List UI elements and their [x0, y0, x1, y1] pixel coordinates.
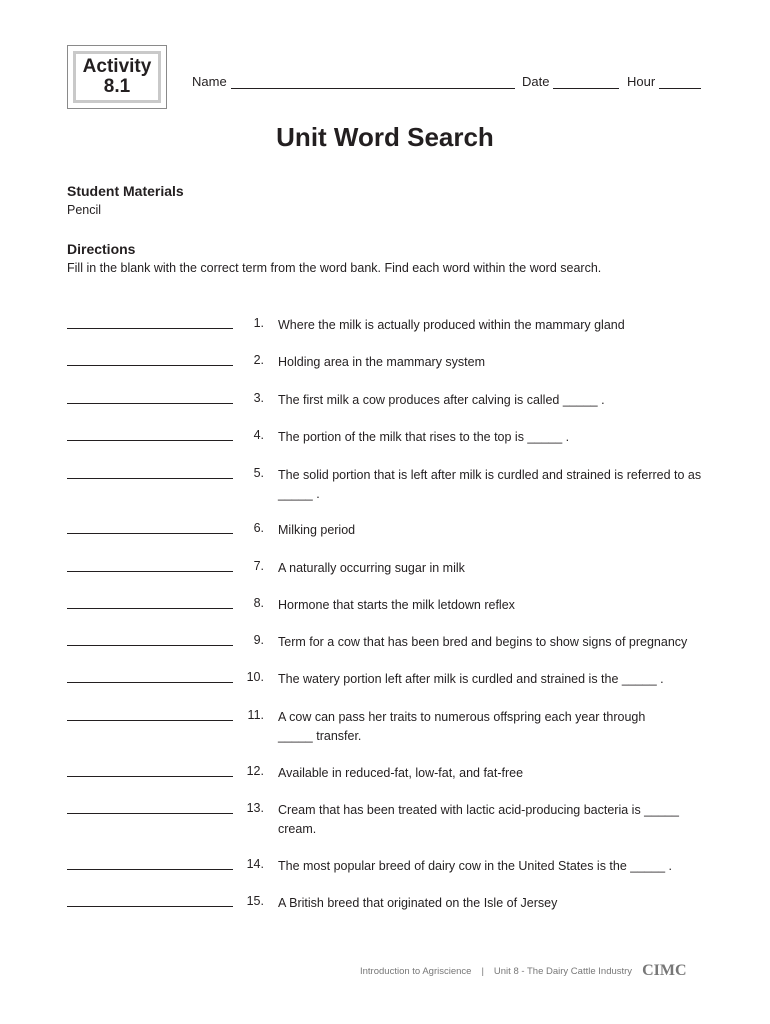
question-number: 14.	[246, 857, 264, 871]
question-text: The most popular breed of dairy cow in the United States is the _____ .	[278, 859, 672, 873]
answer-blank[interactable]	[67, 682, 233, 683]
question-text: Where the milk is actually produced within the mammary gland	[278, 318, 625, 332]
date-label: Date	[522, 74, 550, 89]
footer-course: Introduction to Agriscience	[360, 965, 472, 977]
answer-blank[interactable]	[67, 608, 233, 609]
answer-blank[interactable]	[67, 533, 233, 534]
question-text: Milking period	[278, 523, 356, 537]
question-number: 3.	[253, 391, 264, 405]
question-number: 7.	[253, 559, 264, 573]
answer-blank[interactable]	[67, 478, 233, 479]
answer-blank[interactable]	[67, 813, 233, 814]
name-field	[192, 74, 515, 89]
answer-blank[interactable]	[67, 720, 233, 721]
directions-text: Fill in the blank with the correct term from the word bank. Find each word within the word search.	[67, 261, 602, 275]
answer-blank[interactable]	[67, 328, 233, 329]
question-number: 5.	[253, 466, 264, 480]
question-text: Cream that has been treated with lactic acid-producing bacteria is _____ cream.	[278, 803, 679, 836]
hour-field	[627, 74, 701, 89]
question-number: 12.	[246, 764, 264, 778]
question-text: The watery portion left after milk is curdled and strained is the _____ .	[278, 672, 664, 686]
question-number: 4.	[253, 428, 264, 442]
answer-blank[interactable]	[67, 906, 233, 907]
question-text: A naturally occurring sugar in milk	[278, 561, 465, 575]
question-number: 1.	[253, 316, 264, 330]
question-text: Available in reduced-fat, low-fat, and fat-free	[278, 766, 524, 780]
question-number: 6.	[253, 521, 264, 535]
name-line[interactable]	[231, 75, 515, 89]
question-number: 9.	[253, 633, 264, 647]
answer-blank[interactable]	[67, 571, 233, 572]
question-number: 15.	[246, 894, 264, 908]
question-number: 13.	[246, 801, 264, 815]
footer-unit: Unit 8 - The Dairy Cattle Industry	[493, 965, 633, 977]
activity-number: 8.1	[103, 76, 131, 97]
footer-separator: |	[481, 965, 484, 977]
question-number: 11.	[247, 708, 264, 722]
activity-label: Activity	[82, 56, 152, 77]
activity-badge	[67, 45, 167, 109]
page-title: Unit Word Search	[276, 122, 494, 152]
answer-blank[interactable]	[67, 645, 233, 646]
question-text: Holding area in the mammary system	[278, 355, 486, 369]
date-line[interactable]	[553, 75, 619, 89]
answer-blank[interactable]	[67, 776, 233, 777]
question-text: A cow can pass her traits to numerous offspring each year through _____ transfer.	[278, 710, 646, 743]
cimc-logo: CIMC	[642, 962, 687, 979]
answer-blank[interactable]	[67, 403, 233, 404]
question-number: 2.	[253, 353, 264, 367]
question-text: The portion of the milk that rises to the top is _____ .	[278, 430, 570, 444]
materials-text: Pencil	[67, 203, 102, 217]
question-text: The first milk a cow produces after calving is called _____ .	[278, 393, 605, 407]
hour-line[interactable]	[659, 75, 701, 89]
answer-blank[interactable]	[67, 365, 233, 366]
materials-heading: Student Materials	[67, 183, 184, 199]
name-label: Name	[192, 74, 227, 89]
hour-label: Hour	[627, 74, 656, 89]
question-text: A British breed that originated on the Isle of Jersey	[278, 896, 558, 910]
question-number: 8.	[253, 596, 264, 610]
question-text: Hormone that starts the milk letdown reflex	[278, 598, 515, 612]
question-text: Term for a cow that has been bred and begins to show signs of pregnancy	[278, 635, 688, 649]
question-text: The solid portion that is left after milk is curdled and strained is referred to as _____ .	[278, 468, 702, 501]
question-number: 10.	[246, 670, 264, 684]
directions-heading: Directions	[67, 241, 136, 257]
answer-blank[interactable]	[67, 440, 233, 441]
page-footer	[360, 962, 687, 980]
date-field	[522, 74, 619, 89]
answer-blank[interactable]	[67, 869, 233, 870]
